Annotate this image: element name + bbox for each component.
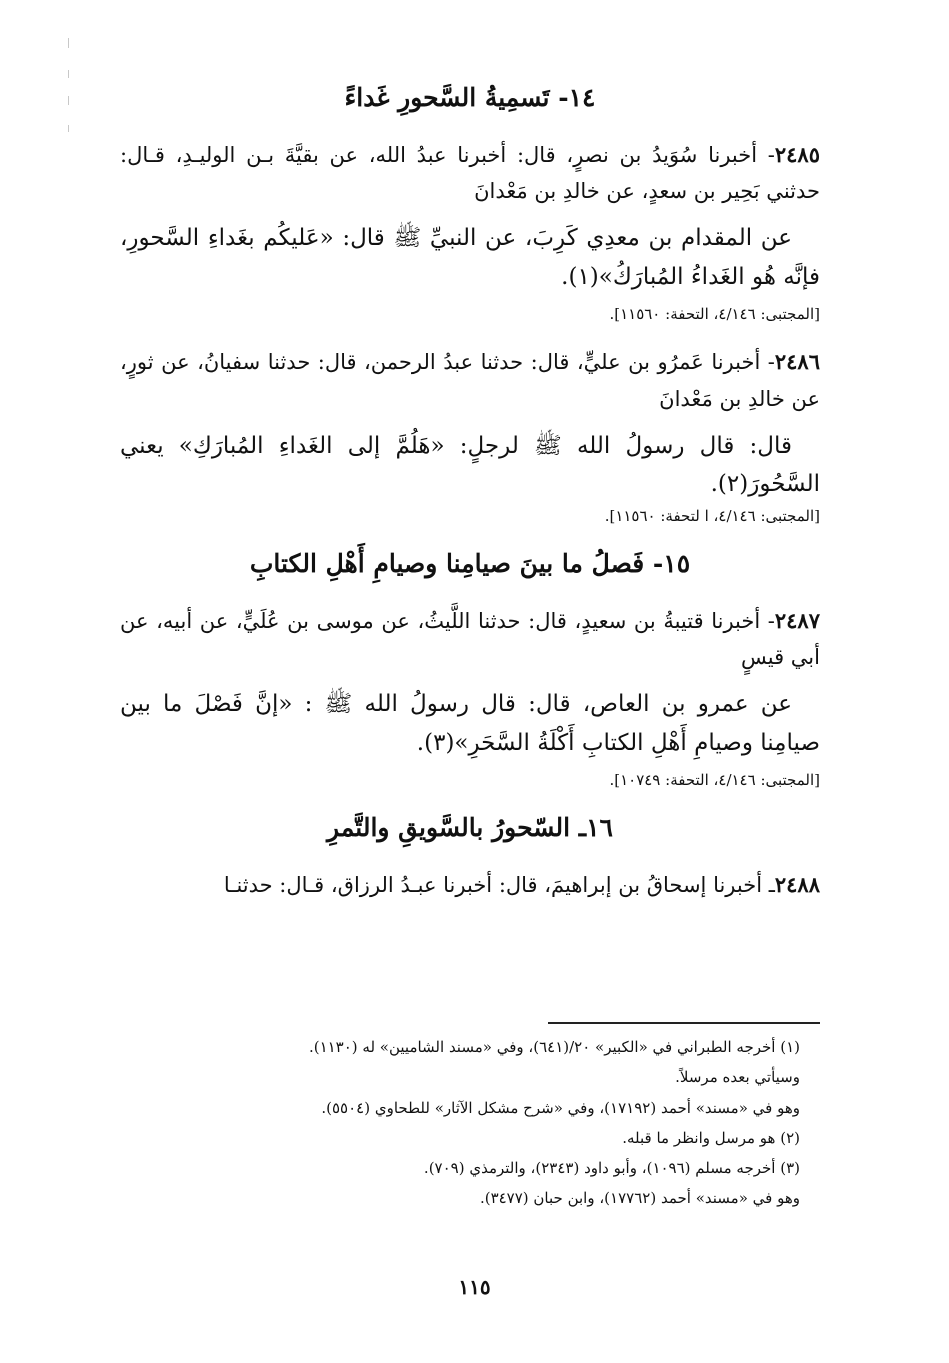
section-heading: ١٦ـ السّحورُ بالسَّويقِ والتَّمرِ: [327, 813, 613, 843]
hadith-isnad: [120, 603, 820, 675]
footnote-divider: [548, 1022, 820, 1024]
isnad-text: - أخبرنا سُوَيدُ بن نصرٍ، قال: أخبرنا عبدُ الله، عن بقيَّةَ بـن الوليـدِ، قـال: حدثني بَحِير بن سعدٍ، عن خالدِ بن مَعْدانَ: [120, 143, 820, 204]
section-14: [120, 80, 820, 528]
page-body: [120, 70, 820, 910]
section-heading: ١٥- فَصلُ ما بينَ صيامِنا وصيامِ أَهْلِ الكتابِ: [249, 548, 691, 578]
hadith-isnad: [120, 344, 820, 416]
hadith-reference: [المجتبى: ٤/١٤٦، التحفة: ١٠٧٤٩].: [609, 771, 820, 790]
hadith-matn: عن عمرو بن العاص، قال: قال رسولُ الله ﷺ : «إنَّ فَصْلَ ما بين صيامِنا وصيامِ أَهْلِ الكتابِ أَكْلَةُ السَّحَرِ»(٣).: [120, 691, 820, 756]
hadith-reference: [المجتبى: ٤/١٤٦، التحفة: ١١٥٦٠].: [609, 305, 820, 324]
section-heading: ١٤- تَسمِيةُ السَّحورِ غَداءً: [344, 83, 596, 112]
isnad-text: - أخبرنا قتيبةُ بن سعيدٍ، قال: حدثنا اللَّيثُ، عن موسى بن عُلَيٍّ، عن أبيه، عن أبي قيسٍ: [120, 608, 820, 670]
page-number: ١١٥: [458, 1275, 491, 1299]
hadith-isnad: [120, 867, 820, 903]
footnote-line: وهو في «مسند» أحمد (١٧٧٦٢)، وابن حبان (٣٤٧٧).: [479, 1189, 800, 1208]
hadith-matn: عن المقدام بن معدِي كَرِبَ، عن النبيِّ ﷺ قال: «عَليكُم بغَداءِ السَّحورِ، فإنَّه هُو الغَداءُ المُبارَكُ»(١).: [120, 225, 820, 290]
footnotes: [200, 1032, 800, 1214]
footnote-line: (١) أخرجه الطبراني في «الكبير» ٢٠/(٦٤١)، وفي «مسند الشاميين» له (١١٣٠).: [308, 1038, 800, 1056]
hadith-isnad: [120, 137, 820, 209]
section-15: [120, 546, 820, 792]
hadith-reference: [المجتبى: ٤/١٤٦، ا لتحفة: ١١٥٦٠].: [604, 506, 820, 525]
hadith-number: ٢٤٨٨: [774, 872, 820, 898]
footnote-line: (٢) هو مرسل وانظر ما قبله.: [622, 1128, 800, 1147]
hadith-matn: قال: قال رسولُ الله ﷺ لرجلٍ: «هَلُمَّ إلى الغَداءِ المُبارَكِ» يعني السَّحُورَ(٢).: [120, 432, 820, 498]
section-16: [120, 810, 820, 903]
footnote-line: وهو في «مسند» أحمد (١٧١٩٢)، وفي «شرح مشكل الآثار» للطحاوي (٥٥٠٤).: [321, 1098, 800, 1117]
hadith-number: ٢٤٨٥: [774, 142, 820, 167]
footnote-line: وسيأتي بعده مرسلاً.: [675, 1068, 800, 1087]
isnad-text: ـ أخبرنا إسحاقُ بن إبراهيمَ، قال: أخبرنا عبـدُ الرزاق، قـال: حدثنـا: [223, 873, 775, 898]
hadith-number: ٢٤٨٧: [774, 607, 820, 633]
hadith-number: ٢٤٨٦: [774, 349, 820, 375]
footnote-line: (٣) أخرجه مسلم (١٠٩٦)، وأبو داود (٢٣٤٣)، والترمذي (٧٠٩).: [423, 1159, 800, 1178]
isnad-text: - أخبرنا عَمرُو بن عليٍّ، قال: حدثنا عبدُ الرحمن، قال: حدثنا سفيانُ، عن ثورٍ، عن خالدِ بن مَعْدانَ: [120, 350, 820, 411]
